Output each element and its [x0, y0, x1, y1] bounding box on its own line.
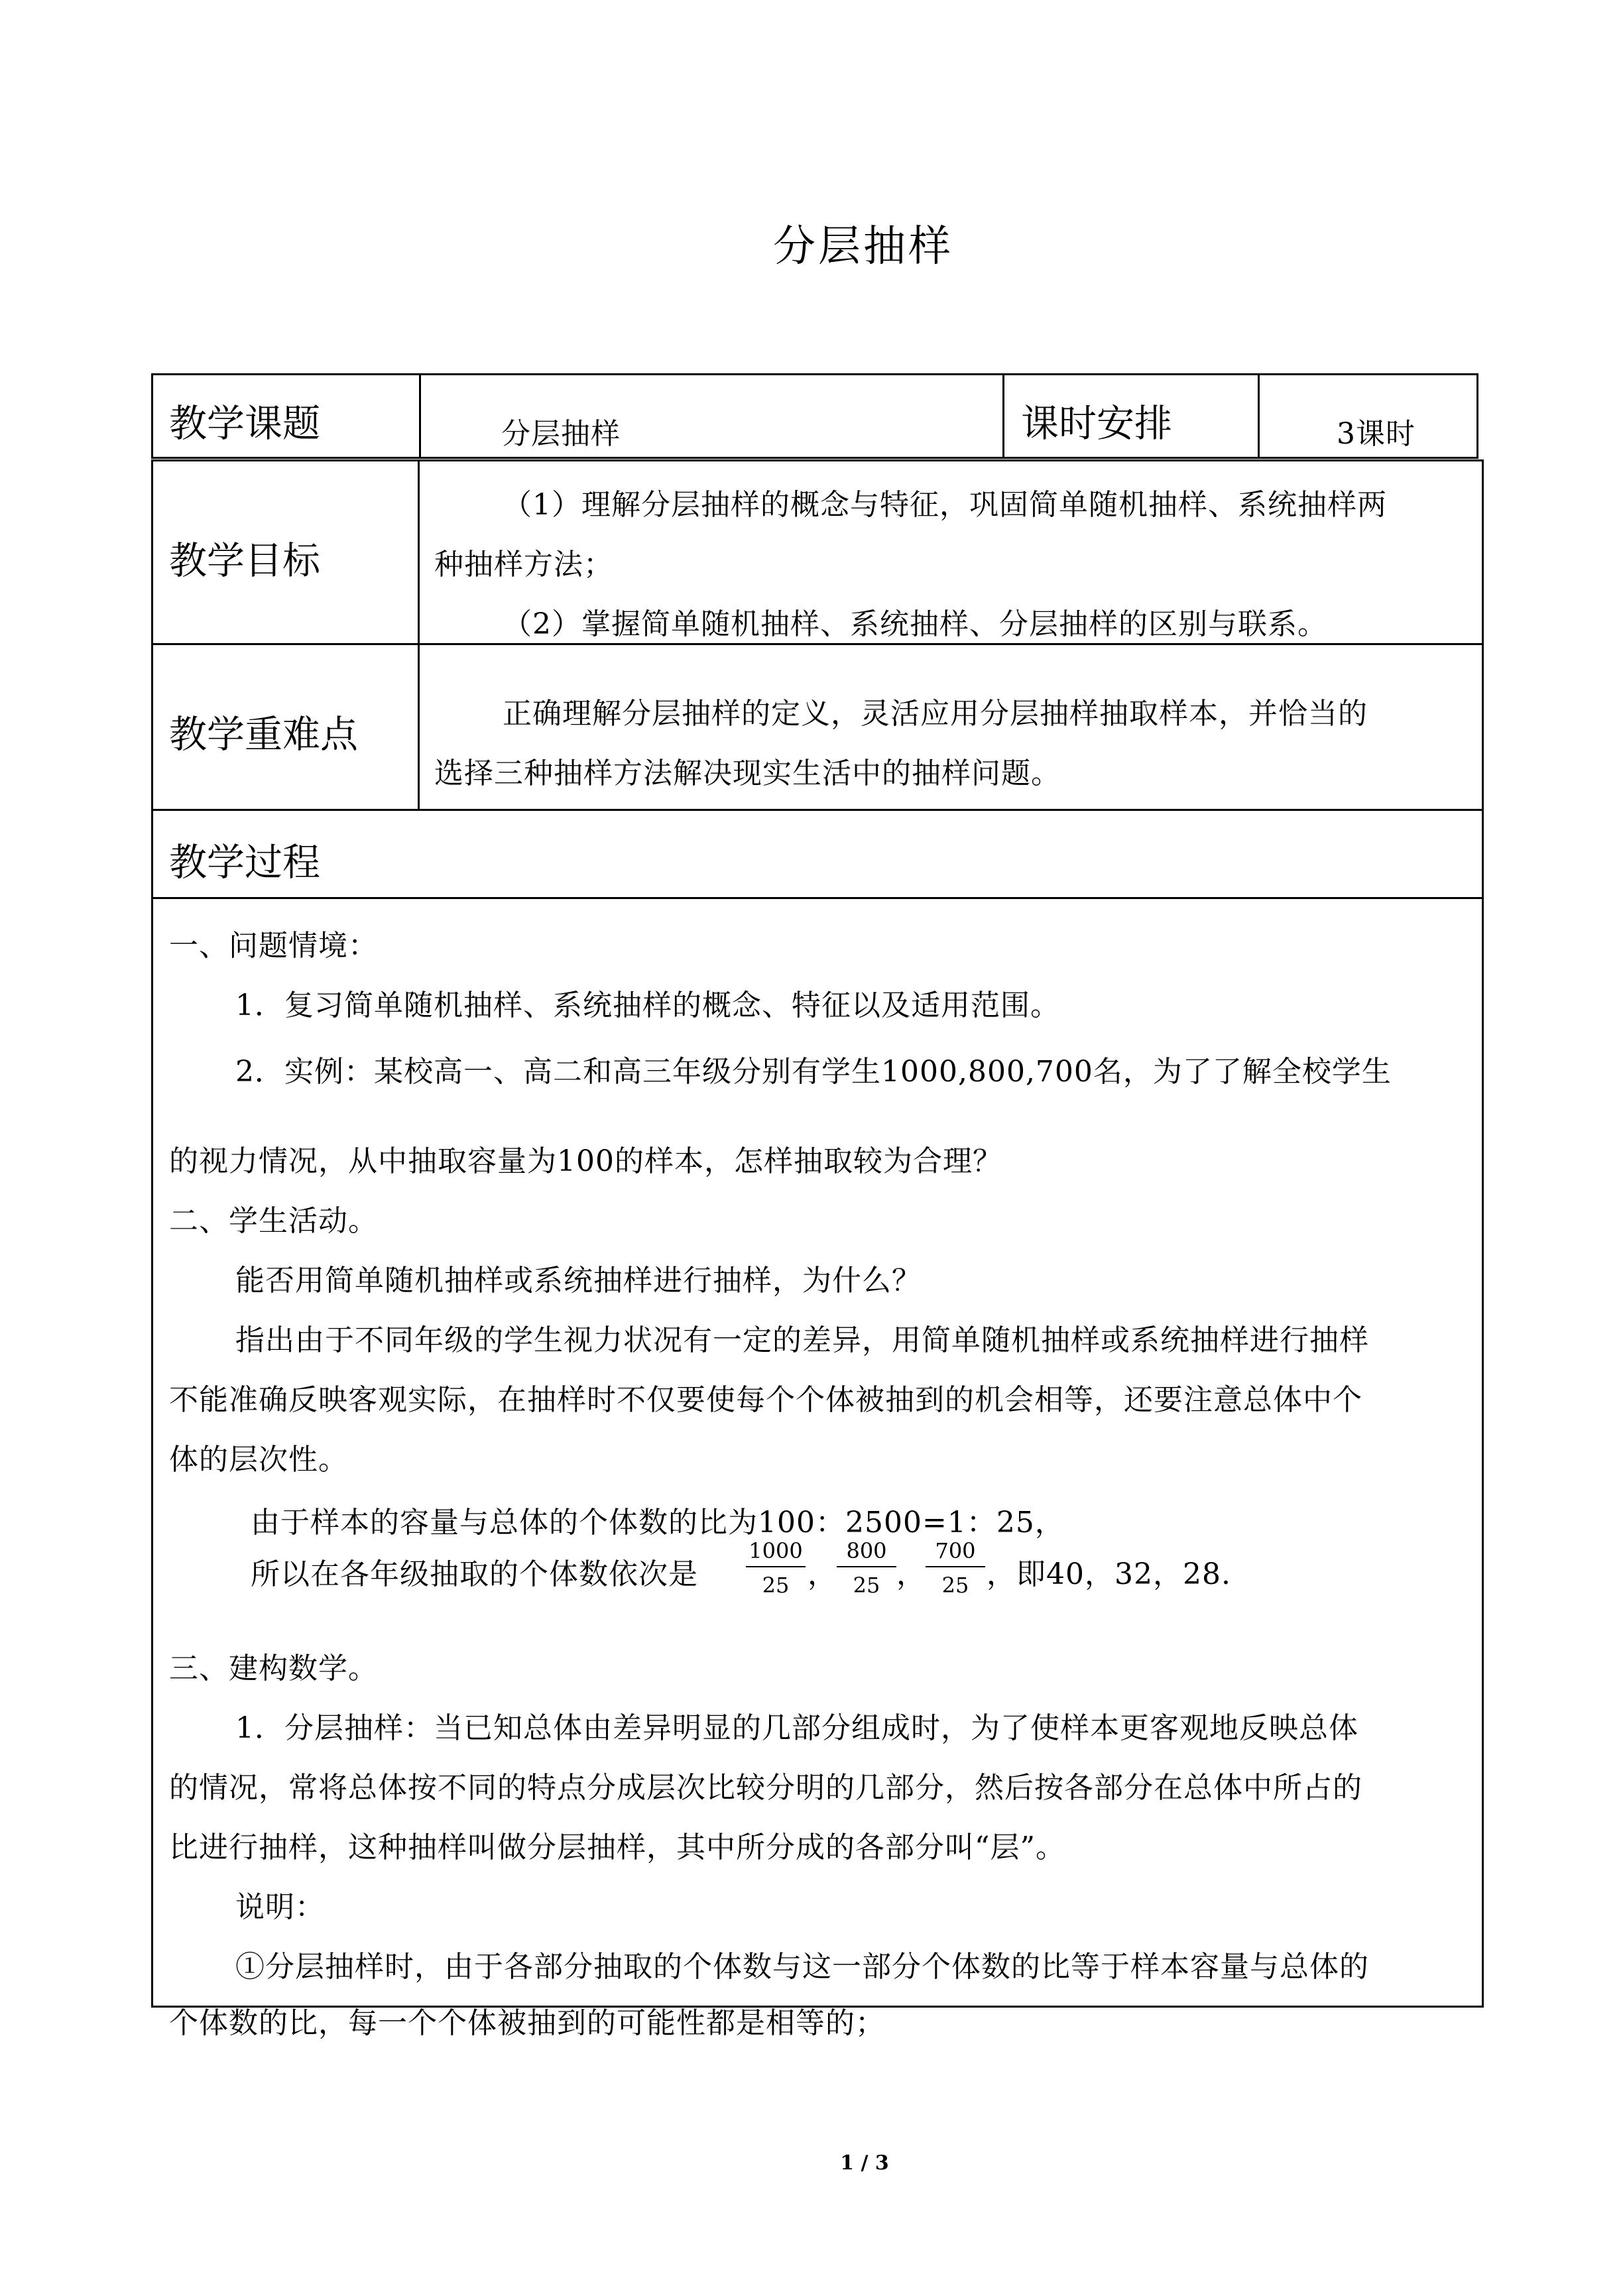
schedule-label: 课时安排 — [1021, 402, 1172, 446]
process-line: 1．复习简单随机抽样、系统抽样的概念、特征以及适用范围。 — [235, 989, 1060, 1022]
process-line: ，即40，32，28. — [987, 1557, 1231, 1591]
fraction-denominator: 25 — [853, 1573, 880, 1598]
key-points-label: 教学重难点 — [169, 713, 358, 756]
process-line: 所以在各年级抽取的个体数依次是 — [251, 1557, 698, 1591]
topic-value: 分层抽样 — [501, 417, 621, 451]
page-number: 1 / 3 — [840, 2151, 889, 2175]
process-label: 教学过程 — [169, 841, 320, 884]
process-line: 的情况，常将总体按不同的特点分成层次比较分明的几部分，然后按各部分在总体中所占的 — [169, 1771, 1362, 1805]
objective-line: 种抽样方法； — [434, 548, 613, 581]
section-heading: 二、学生活动。 — [169, 1204, 378, 1238]
process-line: 比进行抽样，这种抽样叫做分层抽样，其中所分成的各部分叫“层”。 — [169, 1831, 1065, 1864]
fraction-denominator: 25 — [762, 1573, 790, 1598]
fraction — [837, 1538, 896, 1598]
process-line: 2．实例：某校高一、高二和高三年级分别有学生1000,800,700名，为了了解全校学生 — [235, 1055, 1392, 1089]
process-line: 个体数的比，每一个个体被抽到的可能性都是相等的； — [169, 2006, 885, 2040]
process-line: ①分层抽样时，由于各部分抽取的个体数与这一部分个体数的比等于样本容量与总体的 — [235, 1950, 1369, 1984]
process-line: 的视力情况，从中抽取容量为100的样本，怎样抽取较为合理？ — [169, 1144, 1002, 1178]
fraction — [746, 1538, 806, 1598]
document-title: 分层抽样 — [773, 222, 953, 271]
process-line: 能否用简单随机抽样或系统抽样进行抽样，为什么？ — [235, 1264, 922, 1298]
key-point-line: 选择三种抽样方法解决现实生活中的抽样问题。 — [434, 756, 1061, 790]
process-line: 不能准确反映客观实际，在抽样时不仅要使每个个体被抽到的机会相等，还要注意总体中个 — [169, 1383, 1362, 1417]
divider — [151, 809, 1484, 811]
divider — [418, 459, 420, 811]
fraction-numerator: 1000 — [746, 1538, 806, 1567]
process-line: 说明： — [235, 1890, 325, 1924]
process-comma: ， — [896, 1557, 926, 1591]
fraction — [926, 1538, 985, 1598]
header-row — [151, 373, 1478, 459]
schedule-value: 3课时 — [1337, 417, 1415, 451]
objectives-label: 教学目标 — [169, 539, 320, 583]
divider — [151, 643, 1484, 645]
process-line: 指出由于不同年级的学生视力状况有一定的差异，用简单随机抽样或系统抽样进行抽样 — [235, 1323, 1369, 1357]
objective-line: （2）掌握简单随机抽样、系统抽样、分层抽样的区别与联系。 — [503, 607, 1327, 641]
divider — [1258, 373, 1260, 459]
section-heading: 一、问题情境： — [169, 929, 378, 963]
process-line: 由于样本的容量与总体的个体数的比为100：2500=1：25， — [251, 1506, 1065, 1540]
divider — [1002, 373, 1004, 459]
divider — [419, 373, 421, 459]
fraction-numerator: 700 — [926, 1538, 985, 1567]
process-line: 1．分层抽样：当已知总体由差异明显的几部分组成时，为了使样本更客观地反映总体 — [235, 1711, 1358, 1745]
process-line: 体的层次性。 — [169, 1443, 348, 1477]
objective-line: （1）理解分层抽样的概念与特征，巩固简单随机抽样、系统抽样两 — [503, 488, 1387, 522]
section-heading: 三、建构数学。 — [169, 1652, 378, 1685]
process-comma: ， — [808, 1557, 837, 1591]
divider — [151, 897, 1484, 899]
fraction-numerator: 800 — [837, 1538, 896, 1567]
key-point-line: 正确理解分层抽样的定义，灵活应用分层抽样抽取样本，并恰当的 — [503, 697, 1368, 731]
fraction-denominator: 25 — [941, 1573, 969, 1598]
topic-label: 教学课题 — [169, 402, 320, 446]
